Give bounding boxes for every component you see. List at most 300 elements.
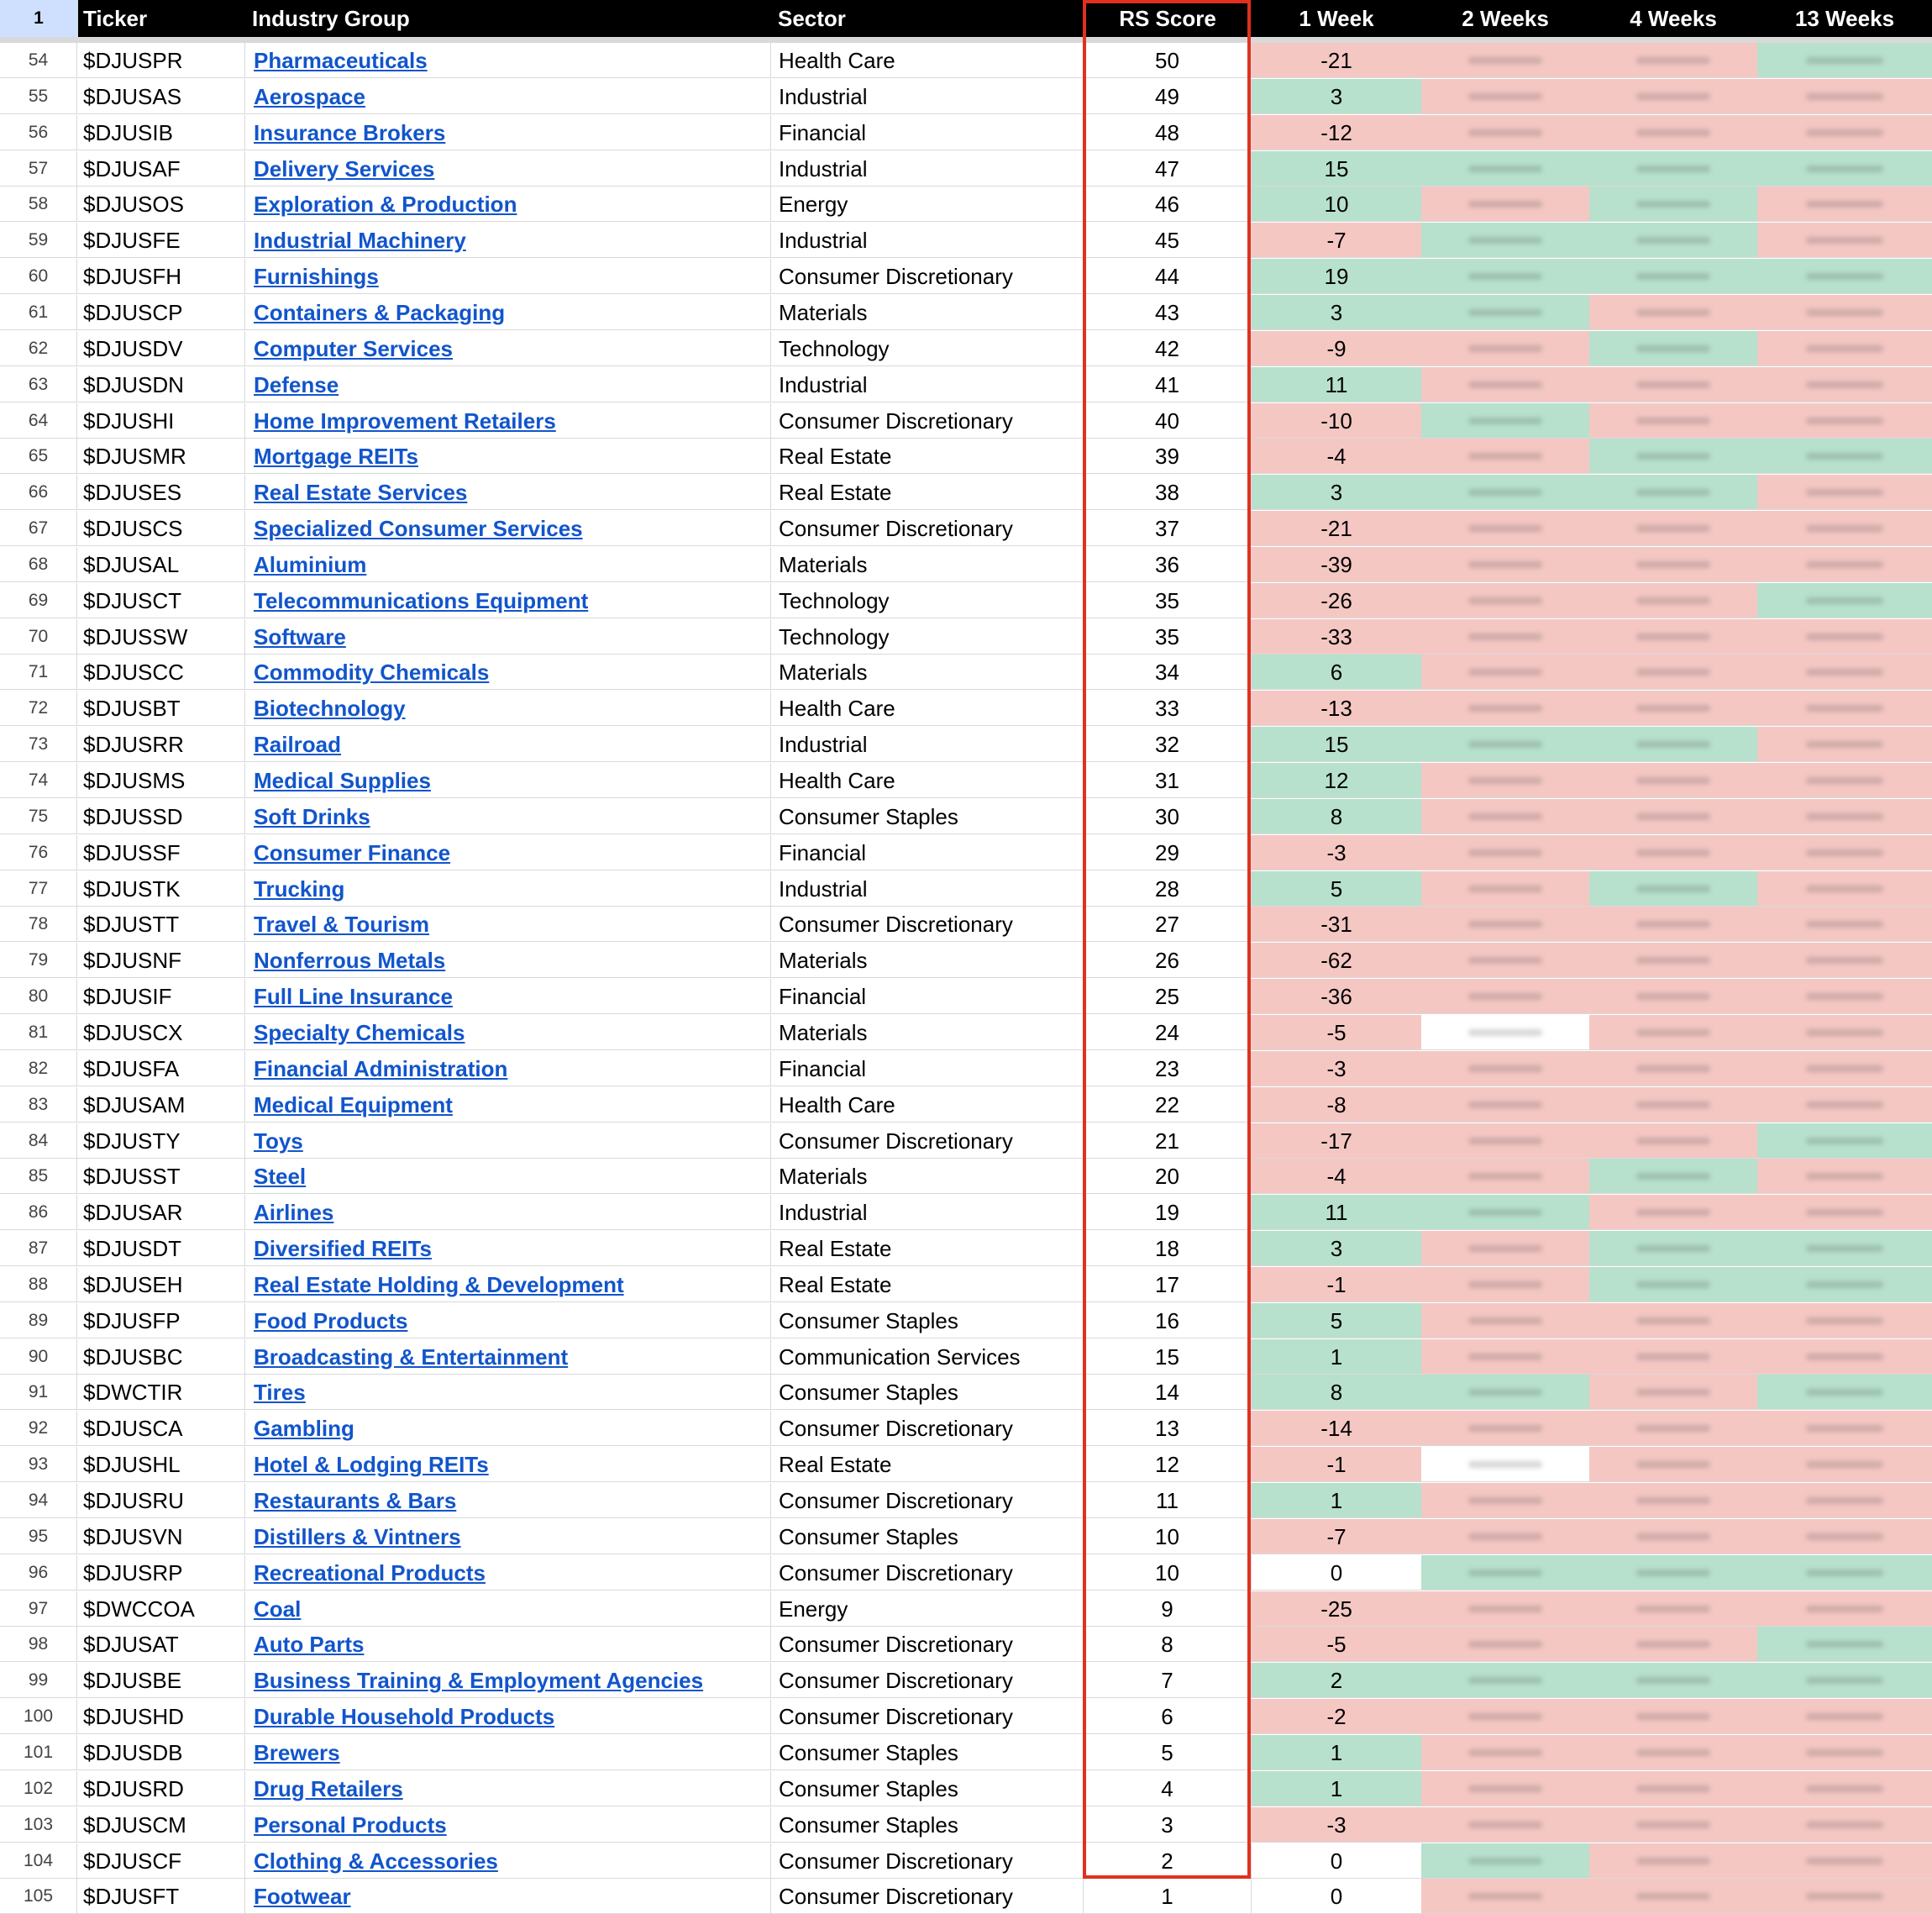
week13-blurred-cell[interactable]	[1757, 763, 1932, 797]
ticker-cell[interactable]: $DJUSDT	[77, 1231, 245, 1265]
week4-blurred-cell[interactable]	[1589, 1087, 1757, 1122]
ticker-cell[interactable]: $DJUSRD	[77, 1771, 245, 1806]
industry-group-link[interactable]: Airlines	[254, 1200, 334, 1226]
rs-score-cell[interactable]: 29	[1084, 835, 1252, 870]
row-number-cell[interactable]: 100	[0, 1699, 77, 1733]
week1-change-cell[interactable]: 1	[1252, 1771, 1421, 1806]
rs-score-cell[interactable]: 27	[1084, 907, 1252, 941]
industry-group-link[interactable]: Real Estate Holding & Development	[254, 1271, 624, 1297]
row-number-cell[interactable]: 58	[0, 187, 77, 221]
week2-blurred-cell[interactable]	[1421, 547, 1589, 581]
row-number-cell[interactable]: 84	[0, 1123, 77, 1158]
week2-blurred-cell[interactable]	[1421, 727, 1589, 761]
week4-blurred-cell[interactable]	[1589, 1267, 1757, 1301]
week13-blurred-cell[interactable]	[1757, 1195, 1932, 1229]
row-number-cell[interactable]: 85	[0, 1159, 77, 1193]
week1-change-cell[interactable]: -3	[1252, 1051, 1421, 1086]
industry-group-link[interactable]: Telecommunications Equipment	[254, 587, 589, 613]
header-row-number[interactable]: 1	[0, 0, 78, 37]
week1-change-cell[interactable]: -26	[1252, 583, 1421, 618]
ticker-cell[interactable]: $DJUSHD	[77, 1699, 245, 1733]
week2-blurred-cell[interactable]	[1421, 763, 1589, 797]
rs-score-cell[interactable]: 35	[1084, 619, 1252, 654]
ticker-cell[interactable]: $DWCCOA	[77, 1591, 245, 1626]
ticker-cell[interactable]: $DJUSBE	[77, 1663, 245, 1697]
week13-blurred-cell[interactable]	[1757, 439, 1932, 473]
row-number-cell[interactable]: 79	[0, 943, 77, 977]
week2-blurred-cell[interactable]	[1421, 907, 1589, 941]
ticker-cell[interactable]: $DJUSHL	[77, 1447, 245, 1481]
week1-change-cell[interactable]: 1	[1252, 1483, 1421, 1517]
week2-blurred-cell[interactable]	[1421, 1123, 1589, 1158]
ticker-cell[interactable]: $DJUSES	[77, 475, 245, 509]
rs-score-cell[interactable]: 38	[1084, 475, 1252, 509]
sector-cell[interactable]: Real Estate	[771, 439, 1084, 473]
sector-cell[interactable]: Real Estate	[771, 475, 1084, 509]
week13-blurred-cell[interactable]	[1757, 547, 1932, 581]
row-number-cell[interactable]: 60	[0, 259, 77, 293]
week4-blurred-cell[interactable]	[1589, 655, 1757, 689]
rs-score-cell[interactable]: 16	[1084, 1303, 1252, 1338]
rs-score-cell[interactable]: 3	[1084, 1807, 1252, 1842]
week4-blurred-cell[interactable]	[1589, 223, 1757, 257]
sector-cell[interactable]: Consumer Discretionary	[771, 907, 1084, 941]
rs-score-cell[interactable]: 13	[1084, 1411, 1252, 1445]
industry-group-link[interactable]: Steel	[254, 1164, 307, 1190]
week2-blurred-cell[interactable]	[1421, 691, 1589, 725]
week4-blurred-cell[interactable]	[1589, 619, 1757, 654]
row-number-cell[interactable]: 104	[0, 1843, 77, 1878]
ticker-cell[interactable]: $DJUSCA	[77, 1411, 245, 1445]
industry-group-link[interactable]: Mortgage REITs	[254, 444, 418, 470]
week13-blurred-cell[interactable]	[1757, 1267, 1932, 1301]
week1-change-cell[interactable]: -39	[1252, 547, 1421, 581]
row-number-cell[interactable]: 93	[0, 1447, 77, 1481]
rs-score-cell[interactable]: 2	[1084, 1843, 1252, 1878]
sector-cell[interactable]: Financial	[771, 835, 1084, 870]
industry-group-link[interactable]: Medical Supplies	[254, 768, 431, 793]
week1-change-cell[interactable]: 3	[1252, 79, 1421, 113]
industry-group-link[interactable]: Railroad	[254, 732, 342, 758]
row-number-cell[interactable]: 77	[0, 871, 77, 906]
week13-blurred-cell[interactable]	[1757, 1339, 1932, 1374]
rs-score-cell[interactable]: 31	[1084, 763, 1252, 797]
week13-blurred-cell[interactable]	[1757, 1555, 1932, 1590]
week2-blurred-cell[interactable]	[1421, 115, 1589, 150]
ticker-cell[interactable]: $DJUSEH	[77, 1267, 245, 1301]
week2-blurred-cell[interactable]	[1421, 259, 1589, 293]
week1-change-cell[interactable]: 1	[1252, 1339, 1421, 1374]
week2-blurred-cell[interactable]	[1421, 1231, 1589, 1265]
week4-blurred-cell[interactable]	[1589, 1879, 1757, 1913]
week13-blurred-cell[interactable]	[1757, 1087, 1932, 1122]
week2-blurred-cell[interactable]	[1421, 943, 1589, 977]
week13-blurred-cell[interactable]	[1757, 1807, 1932, 1842]
rs-score-cell[interactable]: 5	[1084, 1735, 1252, 1769]
week1-change-cell[interactable]: -17	[1252, 1123, 1421, 1158]
week2-blurred-cell[interactable]	[1421, 871, 1589, 906]
week4-blurred-cell[interactable]	[1589, 511, 1757, 545]
ticker-cell[interactable]: $DJUSIB	[77, 115, 245, 150]
industry-group-link[interactable]: Consumer Finance	[254, 839, 451, 865]
week2-blurred-cell[interactable]	[1421, 511, 1589, 545]
week4-blurred-cell[interactable]	[1589, 115, 1757, 150]
week2-blurred-cell[interactable]	[1421, 1375, 1589, 1409]
week4-blurred-cell[interactable]	[1589, 1303, 1757, 1338]
week2-blurred-cell[interactable]	[1421, 439, 1589, 473]
industry-group-link[interactable]: Clothing & Accessories	[254, 1848, 498, 1874]
week13-blurred-cell[interactable]	[1757, 511, 1932, 545]
week1-change-cell[interactable]: -21	[1252, 511, 1421, 545]
rs-score-cell[interactable]: 14	[1084, 1375, 1252, 1409]
ticker-cell[interactable]: $DJUSST	[77, 1159, 245, 1193]
week13-blurred-cell[interactable]	[1757, 1231, 1932, 1265]
week4-blurred-cell[interactable]	[1589, 1519, 1757, 1554]
rs-score-cell[interactable]: 30	[1084, 799, 1252, 833]
week13-blurred-cell[interactable]	[1757, 1735, 1932, 1769]
week2-blurred-cell[interactable]	[1421, 1735, 1589, 1769]
week2-blurred-cell[interactable]	[1421, 1699, 1589, 1733]
week13-blurred-cell[interactable]	[1757, 1843, 1932, 1878]
ticker-cell[interactable]: $DJUSRP	[77, 1555, 245, 1590]
rs-score-cell[interactable]: 6	[1084, 1699, 1252, 1733]
week4-blurred-cell[interactable]	[1589, 331, 1757, 365]
week2-blurred-cell[interactable]	[1421, 1087, 1589, 1122]
week4-blurred-cell[interactable]	[1589, 1699, 1757, 1733]
industry-group-link[interactable]: Hotel & Lodging REITs	[254, 1452, 489, 1478]
sector-cell[interactable]: Consumer Staples	[771, 1519, 1084, 1554]
row-number-cell[interactable]: 68	[0, 547, 77, 581]
industry-group-link[interactable]: Business Training & Employment Agencies	[254, 1668, 704, 1694]
ticker-cell[interactable]: $DJUSRU	[77, 1483, 245, 1517]
week13-blurred-cell[interactable]	[1757, 799, 1932, 833]
ticker-cell[interactable]: $DJUSDB	[77, 1735, 245, 1769]
row-number-cell[interactable]: 76	[0, 835, 77, 870]
sector-cell[interactable]: Materials	[771, 295, 1084, 329]
ticker-cell[interactable]: $DJUSAF	[77, 151, 245, 186]
row-number-cell[interactable]: 91	[0, 1375, 77, 1409]
week13-blurred-cell[interactable]	[1757, 295, 1932, 329]
sector-cell[interactable]: Real Estate	[771, 1447, 1084, 1481]
week13-blurred-cell[interactable]	[1757, 1447, 1932, 1481]
industry-group-link[interactable]: Restaurants & Bars	[254, 1488, 457, 1513]
week2-blurred-cell[interactable]	[1421, 1627, 1589, 1661]
industry-group-link[interactable]: Insurance Brokers	[254, 119, 446, 145]
row-number-cell[interactable]: 95	[0, 1519, 77, 1554]
week1-change-cell[interactable]: -2	[1252, 1699, 1421, 1733]
week13-blurred-cell[interactable]	[1757, 1411, 1932, 1445]
industry-group-link[interactable]: Brewers	[254, 1739, 340, 1765]
week2-blurred-cell[interactable]	[1421, 1339, 1589, 1374]
ticker-cell[interactable]: $DJUSPR	[77, 43, 245, 77]
ticker-cell[interactable]: $DJUSMS	[77, 763, 245, 797]
week2-blurred-cell[interactable]	[1421, 475, 1589, 509]
rs-score-cell[interactable]: 10	[1084, 1555, 1252, 1590]
week2-blurred-cell[interactable]	[1421, 1159, 1589, 1193]
sector-cell[interactable]: Consumer Discretionary	[771, 1411, 1084, 1445]
week1-change-cell[interactable]: -62	[1252, 943, 1421, 977]
sector-cell[interactable]: Consumer Discretionary	[771, 1843, 1084, 1878]
week4-blurred-cell[interactable]	[1589, 583, 1757, 618]
row-number-cell[interactable]: 67	[0, 511, 77, 545]
industry-group-link[interactable]: Full Line Insurance	[254, 984, 453, 1010]
week2-blurred-cell[interactable]	[1421, 1411, 1589, 1445]
rs-score-cell[interactable]: 21	[1084, 1123, 1252, 1158]
ticker-cell[interactable]: $DJUSFH	[77, 259, 245, 293]
row-number-cell[interactable]: 92	[0, 1411, 77, 1445]
row-number-cell[interactable]: 99	[0, 1663, 77, 1697]
week1-change-cell[interactable]: 3	[1252, 1231, 1421, 1265]
week13-blurred-cell[interactable]	[1757, 1627, 1932, 1661]
rs-score-cell[interactable]: 36	[1084, 547, 1252, 581]
sector-cell[interactable]: Materials	[771, 547, 1084, 581]
week1-change-cell[interactable]: 0	[1252, 1879, 1421, 1913]
row-number-cell[interactable]: 75	[0, 799, 77, 833]
rs-score-cell[interactable]: 43	[1084, 295, 1252, 329]
ticker-cell[interactable]: $DJUSAR	[77, 1195, 245, 1229]
rs-score-cell[interactable]: 41	[1084, 367, 1252, 402]
ticker-cell[interactable]: $DJUSCM	[77, 1807, 245, 1842]
week2-blurred-cell[interactable]	[1421, 295, 1589, 329]
sector-cell[interactable]: Consumer Staples	[771, 1735, 1084, 1769]
row-number-cell[interactable]: 72	[0, 691, 77, 725]
rs-score-cell[interactable]: 9	[1084, 1591, 1252, 1626]
header-13-weeks[interactable]: 13 Weeks	[1794, 6, 1895, 31]
row-number-cell[interactable]: 54	[0, 43, 77, 77]
week4-blurred-cell[interactable]	[1589, 439, 1757, 473]
week13-blurred-cell[interactable]	[1757, 1159, 1932, 1193]
sector-cell[interactable]: Real Estate	[771, 1267, 1084, 1301]
week1-change-cell[interactable]: 0	[1252, 1555, 1421, 1590]
week4-blurred-cell[interactable]	[1589, 1627, 1757, 1661]
week1-change-cell[interactable]: -36	[1252, 979, 1421, 1013]
row-number-cell[interactable]: 89	[0, 1303, 77, 1338]
row-number-cell[interactable]: 57	[0, 151, 77, 186]
industry-group-link[interactable]: Drug Retailers	[254, 1775, 403, 1801]
week1-change-cell[interactable]: 5	[1252, 1303, 1421, 1338]
week1-change-cell[interactable]: -1	[1252, 1267, 1421, 1301]
week2-blurred-cell[interactable]	[1421, 43, 1589, 77]
rs-score-cell[interactable]: 17	[1084, 1267, 1252, 1301]
week2-blurred-cell[interactable]	[1421, 1807, 1589, 1842]
sector-cell[interactable]: Real Estate	[771, 1231, 1084, 1265]
week2-blurred-cell[interactable]	[1421, 151, 1589, 186]
industry-group-link[interactable]: Nonferrous Metals	[254, 948, 446, 974]
rs-score-cell[interactable]: 19	[1084, 1195, 1252, 1229]
week4-blurred-cell[interactable]	[1589, 151, 1757, 186]
ticker-cell[interactable]: $DJUSAT	[77, 1627, 245, 1661]
rs-score-cell[interactable]: 50	[1084, 43, 1252, 77]
industry-group-link[interactable]: Trucking	[254, 875, 345, 902]
rs-score-cell[interactable]: 48	[1084, 115, 1252, 150]
ticker-cell[interactable]: $DJUSHI	[77, 403, 245, 438]
rs-score-cell[interactable]: 24	[1084, 1015, 1252, 1049]
ticker-cell[interactable]: $DJUSCS	[77, 511, 245, 545]
sector-cell[interactable]: Consumer Staples	[771, 1375, 1084, 1409]
week13-blurred-cell[interactable]	[1757, 403, 1932, 438]
header-2-weeks[interactable]: 2 Weeks	[1462, 6, 1549, 31]
industry-group-link[interactable]: Toys	[254, 1128, 303, 1154]
week1-change-cell[interactable]: -8	[1252, 1087, 1421, 1122]
row-number-cell[interactable]: 102	[0, 1771, 77, 1806]
ticker-cell[interactable]: $DWCTIR	[77, 1375, 245, 1409]
sector-cell[interactable]: Consumer Discretionary	[771, 403, 1084, 438]
week4-blurred-cell[interactable]	[1589, 1375, 1757, 1409]
rs-score-cell[interactable]: 32	[1084, 727, 1252, 761]
sector-cell[interactable]: Industrial	[771, 727, 1084, 761]
row-number-cell[interactable]: 94	[0, 1483, 77, 1517]
sector-cell[interactable]: Consumer Staples	[771, 799, 1084, 833]
week4-blurred-cell[interactable]	[1589, 475, 1757, 509]
week13-blurred-cell[interactable]	[1757, 907, 1932, 941]
rs-score-cell[interactable]: 26	[1084, 943, 1252, 977]
week13-blurred-cell[interactable]	[1757, 223, 1932, 257]
week4-blurred-cell[interactable]	[1589, 943, 1757, 977]
week13-blurred-cell[interactable]	[1757, 835, 1932, 870]
sector-cell[interactable]: Industrial	[771, 223, 1084, 257]
rs-score-cell[interactable]: 46	[1084, 187, 1252, 221]
row-number-cell[interactable]: 88	[0, 1267, 77, 1301]
row-number-cell[interactable]: 82	[0, 1051, 77, 1086]
week13-blurred-cell[interactable]	[1757, 619, 1932, 654]
rs-score-cell[interactable]: 47	[1084, 151, 1252, 186]
week13-blurred-cell[interactable]	[1757, 1303, 1932, 1338]
sector-cell[interactable]: Health Care	[771, 691, 1084, 725]
sector-cell[interactable]: Materials	[771, 1159, 1084, 1193]
industry-group-link[interactable]: Food Products	[254, 1307, 408, 1333]
week1-change-cell[interactable]: 1	[1252, 1735, 1421, 1769]
week13-blurred-cell[interactable]	[1757, 583, 1932, 618]
sector-cell[interactable]: Industrial	[771, 1195, 1084, 1229]
week4-blurred-cell[interactable]	[1589, 691, 1757, 725]
week2-blurred-cell[interactable]	[1421, 1663, 1589, 1697]
sector-cell[interactable]: Consumer Discretionary	[771, 1123, 1084, 1158]
week1-change-cell[interactable]: 8	[1252, 1375, 1421, 1409]
week2-blurred-cell[interactable]	[1421, 1879, 1589, 1913]
ticker-cell[interactable]: $DJUSDV	[77, 331, 245, 365]
industry-group-link[interactable]: Home Improvement Retailers	[254, 408, 556, 434]
week1-change-cell[interactable]: 19	[1252, 259, 1421, 293]
week4-blurred-cell[interactable]	[1589, 1411, 1757, 1445]
row-number-cell[interactable]: 98	[0, 1627, 77, 1661]
row-number-cell[interactable]: 81	[0, 1015, 77, 1049]
week1-change-cell[interactable]: -25	[1252, 1591, 1421, 1626]
week13-blurred-cell[interactable]	[1757, 1519, 1932, 1554]
week13-blurred-cell[interactable]	[1757, 1771, 1932, 1806]
industry-group-link[interactable]: Broadcasting & Entertainment	[254, 1343, 569, 1370]
week13-blurred-cell[interactable]	[1757, 871, 1932, 906]
week4-blurred-cell[interactable]	[1589, 1159, 1757, 1193]
week13-blurred-cell[interactable]	[1757, 151, 1932, 186]
ticker-cell[interactable]: $DJUSSF	[77, 835, 245, 870]
row-number-cell[interactable]: 71	[0, 655, 77, 689]
sector-cell[interactable]: Consumer Discretionary	[771, 1555, 1084, 1590]
week4-blurred-cell[interactable]	[1589, 1591, 1757, 1626]
rs-score-cell[interactable]: 10	[1084, 1519, 1252, 1554]
ticker-cell[interactable]: $DJUSAM	[77, 1087, 245, 1122]
ticker-cell[interactable]: $DJUSFE	[77, 223, 245, 257]
industry-group-link[interactable]: Recreational Products	[254, 1559, 486, 1585]
week4-blurred-cell[interactable]	[1589, 763, 1757, 797]
ticker-cell[interactable]: $DJUSAS	[77, 79, 245, 113]
rs-score-cell[interactable]: 18	[1084, 1231, 1252, 1265]
header-1-week[interactable]: 1 Week	[1299, 6, 1374, 31]
week4-blurred-cell[interactable]	[1589, 1123, 1757, 1158]
industry-group-link[interactable]: Containers & Packaging	[254, 299, 506, 325]
week2-blurred-cell[interactable]	[1421, 1195, 1589, 1229]
row-number-cell[interactable]: 56	[0, 115, 77, 150]
ticker-cell[interactable]: $DJUSFT	[77, 1879, 245, 1913]
row-number-cell[interactable]: 86	[0, 1195, 77, 1229]
industry-group-link[interactable]: Computer Services	[254, 335, 453, 361]
week1-change-cell[interactable]: -7	[1252, 223, 1421, 257]
week4-blurred-cell[interactable]	[1589, 871, 1757, 906]
week1-change-cell[interactable]: 0	[1252, 1843, 1421, 1878]
industry-group-link[interactable]: Soft Drinks	[254, 803, 370, 829]
rs-score-cell[interactable]: 20	[1084, 1159, 1252, 1193]
week2-blurred-cell[interactable]	[1421, 619, 1589, 654]
row-number-cell[interactable]: 103	[0, 1807, 77, 1842]
week4-blurred-cell[interactable]	[1589, 1051, 1757, 1086]
week4-blurred-cell[interactable]	[1589, 1483, 1757, 1517]
week1-change-cell[interactable]: 10	[1252, 187, 1421, 221]
week13-blurred-cell[interactable]	[1757, 1123, 1932, 1158]
week13-blurred-cell[interactable]	[1757, 1015, 1932, 1049]
rs-score-cell[interactable]: 15	[1084, 1339, 1252, 1374]
industry-group-link[interactable]: Footwear	[254, 1884, 351, 1910]
header-4-weeks[interactable]: 4 Weeks	[1630, 6, 1717, 31]
industry-group-link[interactable]: Delivery Services	[254, 155, 435, 181]
week1-change-cell[interactable]: 3	[1252, 475, 1421, 509]
row-number-cell[interactable]: 69	[0, 583, 77, 618]
ticker-cell[interactable]: $DJUSCT	[77, 583, 245, 618]
week13-blurred-cell[interactable]	[1757, 1879, 1932, 1913]
ticker-cell[interactable]: $DJUSTY	[77, 1123, 245, 1158]
week1-change-cell[interactable]: -4	[1252, 439, 1421, 473]
sector-cell[interactable]: Health Care	[771, 763, 1084, 797]
industry-group-link[interactable]: Medical Equipment	[254, 1091, 453, 1117]
ticker-cell[interactable]: $DJUSDN	[77, 367, 245, 402]
rs-score-cell[interactable]: 25	[1084, 979, 1252, 1013]
week4-blurred-cell[interactable]	[1589, 835, 1757, 870]
ticker-cell[interactable]: $DJUSMR	[77, 439, 245, 473]
week1-change-cell[interactable]: 8	[1252, 799, 1421, 833]
ticker-cell[interactable]: $DJUSFP	[77, 1303, 245, 1338]
sector-cell[interactable]: Industrial	[771, 151, 1084, 186]
week4-blurred-cell[interactable]	[1589, 1015, 1757, 1049]
week2-blurred-cell[interactable]	[1421, 403, 1589, 438]
sector-cell[interactable]: Health Care	[771, 43, 1084, 77]
industry-group-link[interactable]: Aerospace	[254, 83, 365, 109]
week13-blurred-cell[interactable]	[1757, 943, 1932, 977]
rs-score-cell[interactable]: 34	[1084, 655, 1252, 689]
week1-change-cell[interactable]: -5	[1252, 1015, 1421, 1049]
week13-blurred-cell[interactable]	[1757, 43, 1932, 77]
sector-cell[interactable]: Consumer Discretionary	[771, 511, 1084, 545]
week13-blurred-cell[interactable]	[1757, 79, 1932, 113]
rs-score-cell[interactable]: 8	[1084, 1627, 1252, 1661]
ticker-cell[interactable]: $DJUSAL	[77, 547, 245, 581]
week4-blurred-cell[interactable]	[1589, 259, 1757, 293]
week2-blurred-cell[interactable]	[1421, 1483, 1589, 1517]
industry-group-link[interactable]: Specialty Chemicals	[254, 1019, 465, 1045]
sector-cell[interactable]: Technology	[771, 331, 1084, 365]
week1-change-cell[interactable]: -13	[1252, 691, 1421, 725]
week1-change-cell[interactable]: -3	[1252, 1807, 1421, 1842]
sector-cell[interactable]: Industrial	[771, 367, 1084, 402]
ticker-cell[interactable]: $DJUSOS	[77, 187, 245, 221]
week2-blurred-cell[interactable]	[1421, 835, 1589, 870]
